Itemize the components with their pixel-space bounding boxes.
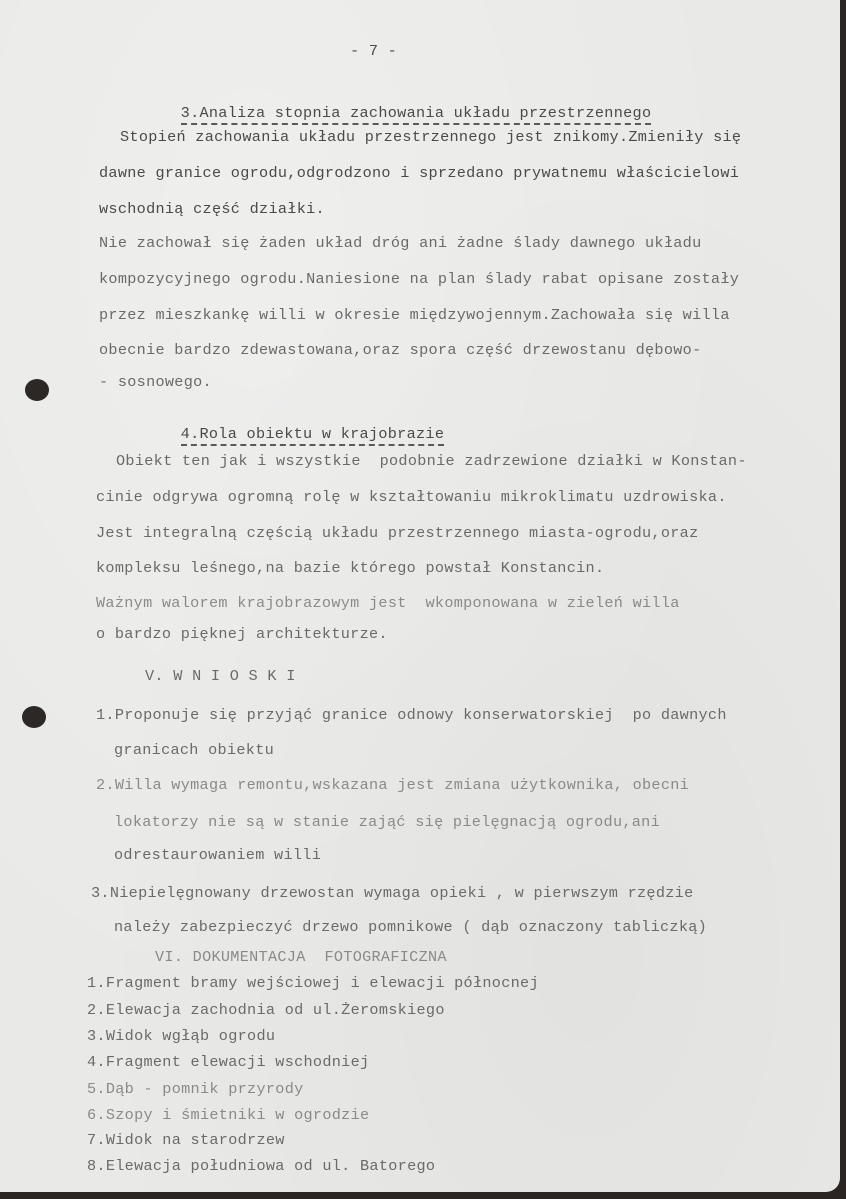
- photo-list-item: 5.Dąb - pomnik przyrody: [87, 1080, 304, 1098]
- paragraph-line: o bardzo pięknej architekturze.: [96, 625, 388, 643]
- conclusion-line: 2.Willa wymaga remontu,wskazana jest zmiana użytkownika, obecni: [96, 776, 690, 794]
- conclusion-line: 1.Proponuje się przyjąć granice odnowy konserwatorskiej po dawnych: [96, 706, 727, 724]
- photo-list-item: 3.Widok wgłąb ogrodu: [87, 1027, 276, 1045]
- conclusion-line: granicach obiektu: [114, 741, 275, 759]
- punch-hole-top: [25, 379, 49, 401]
- section5-heading: V. W N I O S K I: [145, 667, 296, 685]
- photo-list-item: 4.Fragment elewacji wschodniej: [87, 1053, 370, 1071]
- conclusion-line: należy zabezpieczyć drzewo pomnikowe ( dąb oznaczony tabliczką): [114, 918, 708, 936]
- paragraph-line: Stopień zachowania układu przestrzennego jest znikomy.Zmieniły się: [120, 128, 742, 146]
- photo-list-item: 7.Widok na starodrzew: [87, 1131, 285, 1149]
- photo-list-item: 2.Elewacja zachodnia od ul.Żeromskiego: [87, 1001, 445, 1019]
- photo-list-item: 8.Elewacja południowa od ul. Batorego: [87, 1157, 436, 1175]
- paragraph-line: cinie odgrywa ogromną rolę w kształtowaniu mikroklimatu uzdrowiska.: [96, 488, 727, 506]
- paragraph-line: wschodnią część działki.: [99, 200, 325, 218]
- section6-heading: VI. DOKUMENTACJA FOTOGRAFICZNA: [155, 948, 447, 966]
- paragraph-line: kompozycyjnego ogrodu.Naniesione na plan ślady rabat opisane zostały: [99, 270, 740, 288]
- conclusion-line: odrestaurowaniem willi: [114, 846, 322, 864]
- conclusion-line: 3.Niepielęgnowany drzewostan wymaga opieki , w pierwszym rzędzie: [91, 884, 694, 902]
- paragraph-line: kompleksu leśnego,na bazie którego powstał Konstancin.: [96, 559, 605, 577]
- punch-hole-bottom: [22, 706, 46, 728]
- paragraph-line: Jest integralną częścią układu przestrzennego miasta-ogrodu,oraz: [96, 524, 699, 542]
- section4-heading: 4.Rola obiektu w krajobrazie: [181, 425, 445, 446]
- paragraph-line: - sosnowego.: [99, 373, 212, 391]
- paragraph-line: przez mieszkankę willi w okresie międzywojennym.Zachowała się willa: [99, 306, 730, 324]
- paragraph-line: Obiekt ten jak i wszystkie podobnie zadrzewione działki w Konstan-: [116, 452, 747, 470]
- photo-list-item: 1.Fragment bramy wejściowej i elewacji północnej: [87, 974, 539, 992]
- paragraph-line: dawne granice ogrodu,odgrodzono i sprzedano prywatnemu właścicielowi: [99, 164, 740, 182]
- paragraph-line: Ważnym walorem krajobrazowym jest wkomponowana w zieleń willa: [96, 594, 680, 612]
- photo-list-item: 6.Szopy i śmietniki w ogrodzie: [87, 1106, 370, 1124]
- section3-heading: 3.Analiza stopnia zachowania układu przestrzennego: [181, 104, 652, 125]
- paragraph-line: Nie zachował się żaden układ dróg ani żadne ślady dawnego układu: [99, 234, 702, 252]
- page-number: - 7 -: [350, 42, 398, 60]
- paragraph-line: obecnie bardzo zdewastowana,oraz spora część drzewostanu dębowo-: [99, 341, 702, 359]
- conclusion-line: lokatorzy nie są w stanie zająć się pielęgnacją ogrodu,ani: [114, 813, 661, 831]
